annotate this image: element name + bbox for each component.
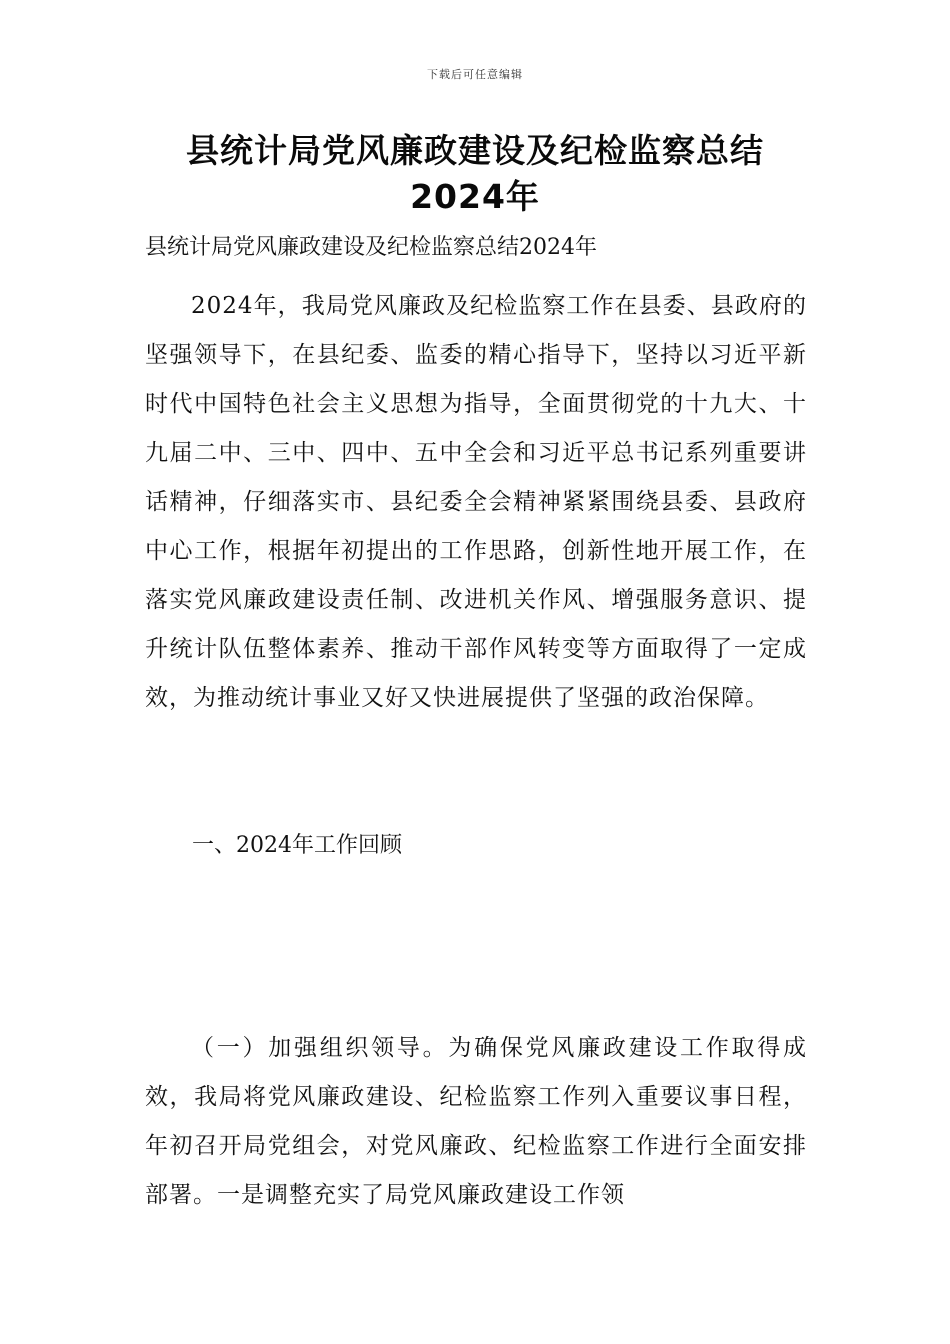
section-heading: 一、2024年工作回顾 xyxy=(192,833,402,858)
intro-paragraph: 2024年，我局党风廉政及纪检监察工作在县委、县政府的坚强领导下，在县纪委、监委的精心指导下，坚持以习近平新时代中国特色社会主义思想为指导，全面贯彻党的十九大、十九届二中、三中、四中、五中全会和习近平总书记系列重要讲话精神，仔细落实市、县纪委全会精神紧紧围绕县委、县政府中心工作，根据年初提出的工作思路，创新性地开展工作，在落实党风廉政建设责任制、改进机关作风、增强服务意识、提升统计队伍整体素养、推动干部作风转变等方面取得了一定成效，为推动统计事业又好又快进展提供了坚强的政治保障。 xyxy=(145,293,807,711)
document-subtitle: 县统计局党风廉政建设及纪检监察总结2024年 xyxy=(145,235,597,260)
header-note: 下载后可任意编辑 xyxy=(427,68,523,81)
document-title xyxy=(120,128,830,220)
document-title-line1: 县统计局党风廉政建设及纪检监察总结 xyxy=(186,131,764,170)
document-title-line2: 2024年 xyxy=(410,177,540,216)
body-paragraph: （一）加强组织领导。为确保党风廉政建设工作取得成效，我局将党风廉政建设、纪检监察工作列入重要议事日程，年初召开局党组会，对党风廉政、纪检监察工作进行全面安排部署。一是调整充实了局党风廉政建设工作领 xyxy=(145,1035,807,1208)
